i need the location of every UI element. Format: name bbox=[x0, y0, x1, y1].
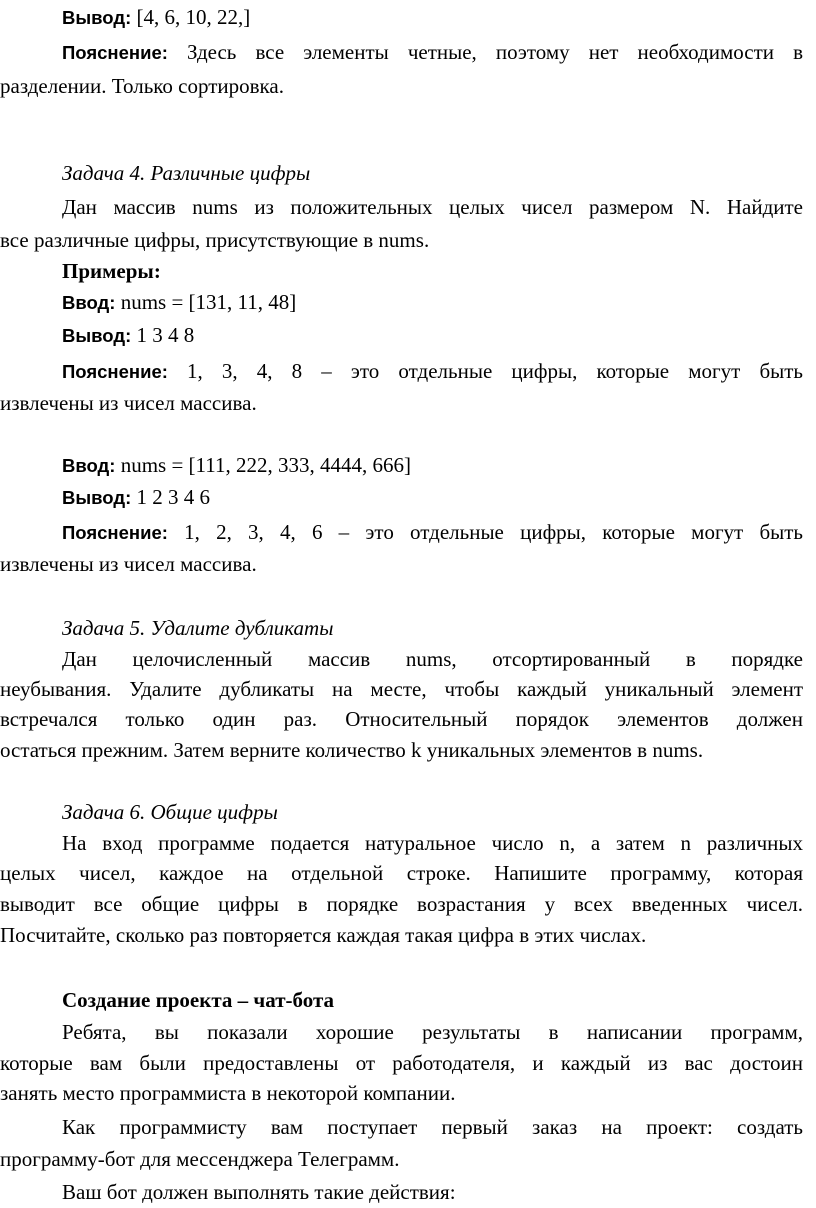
output-line bbox=[62, 2, 803, 33]
task4-examples-label: Примеры: bbox=[62, 259, 161, 283]
task4-ex1-explanation-line-1 bbox=[62, 356, 803, 387]
task5-line-1: Дан целочисленный массив nums, отсортированный в порядке bbox=[62, 647, 803, 671]
task6-line-1: На вход программе подается натуральное число n, а затем n различных bbox=[62, 831, 803, 855]
output-label: Вывод: bbox=[62, 7, 132, 28]
output-label: Вывод: bbox=[62, 325, 132, 346]
explanation-label: Пояснение: bbox=[62, 361, 168, 382]
output-value: 1 2 3 4 6 bbox=[131, 485, 210, 509]
task5-line-2: неубывания. Удалите дубликаты на месте, чтобы каждый уникальный элемент bbox=[0, 677, 803, 701]
output-label: Вывод: bbox=[62, 487, 132, 508]
explanation-line-2: разделении. Только сортировка. bbox=[0, 74, 285, 98]
task6-line-3: выводит все общие цифры в порядке возрастания у всех введенных чисел. bbox=[0, 892, 803, 916]
explanation-text: 1, 3, 4, 8 – это отдельные цифры, которые могут быть bbox=[167, 359, 803, 383]
explanation-text: 1, 2, 3, 4, 6 – это отдельные цифры, которые могут быть bbox=[167, 520, 803, 544]
input-label: Ввод: bbox=[62, 292, 116, 313]
project-p3-line-1: Ваш бот должен выполнять такие действия: bbox=[62, 1180, 456, 1204]
explanation-label: Пояснение: bbox=[62, 522, 168, 543]
input-label: Ввод: bbox=[62, 455, 116, 476]
explanation-label: Пояснение: bbox=[62, 42, 168, 63]
explanation-line-1 bbox=[62, 37, 803, 68]
project-p2-line-2: программу-бот для мессенджера Телеграмм. bbox=[0, 1147, 400, 1171]
project-p1-line-1: Ребята, вы показали хорошие результаты в написании программ, bbox=[62, 1020, 803, 1044]
task6-line-2: целых чисел, каждое на отдельной строке. Напишите программу, которая bbox=[0, 861, 803, 885]
project-heading: Создание проекта – чат-бота bbox=[62, 988, 335, 1012]
output-value: 1 3 4 8 bbox=[131, 323, 195, 347]
task4-ex1-explanation-line-2: извлечены из чисел массива. bbox=[0, 391, 257, 415]
task4-ex2-output bbox=[62, 482, 803, 513]
task4-desc-line-2: все различные цифры, присутствующие в nums. bbox=[0, 228, 430, 252]
input-value: nums = [131, 11, 48] bbox=[115, 290, 297, 314]
project-p1-line-2: которые вам были предоставлены от работодателя, и каждый из вас достоин bbox=[0, 1051, 803, 1075]
task5-title: Задача 5. Удалите дубликаты bbox=[62, 616, 334, 640]
explanation-text: Здесь все элементы четные, поэтому нет необходимости в bbox=[167, 40, 803, 64]
task4-ex2-explanation-line-2: извлечены из чисел массива. bbox=[0, 552, 257, 576]
task6-line-4: Посчитайте, сколько раз повторяется каждая такая цифра в этих числах. bbox=[0, 923, 647, 947]
task4-ex1-input bbox=[62, 287, 803, 318]
task4-ex2-explanation-line-1 bbox=[62, 517, 803, 548]
task5-line-4: остаться прежним. Затем верните количество k уникальных элементов в nums. bbox=[0, 738, 704, 762]
task4-desc-line-1: Дан массив nums из положительных целых чисел размером N. Найдите bbox=[62, 195, 803, 219]
project-p1-line-3: занять место программиста в некоторой компании. bbox=[0, 1081, 456, 1105]
project-p2-line-1: Как программисту вам поступает первый заказ на проект: создать bbox=[62, 1115, 803, 1139]
task5-line-3: встречался только один раз. Относительный порядок элементов должен bbox=[0, 707, 803, 731]
task4-ex1-output bbox=[62, 320, 803, 351]
task4-ex2-input bbox=[62, 450, 803, 481]
input-value: nums = [111, 222, 333, 4444, 666] bbox=[115, 453, 411, 477]
output-value: [4, 6, 10, 22,] bbox=[131, 5, 251, 29]
task6-title: Задача 6. Общие цифры bbox=[62, 800, 278, 824]
task4-title: Задача 4. Различные цифры bbox=[62, 161, 311, 185]
